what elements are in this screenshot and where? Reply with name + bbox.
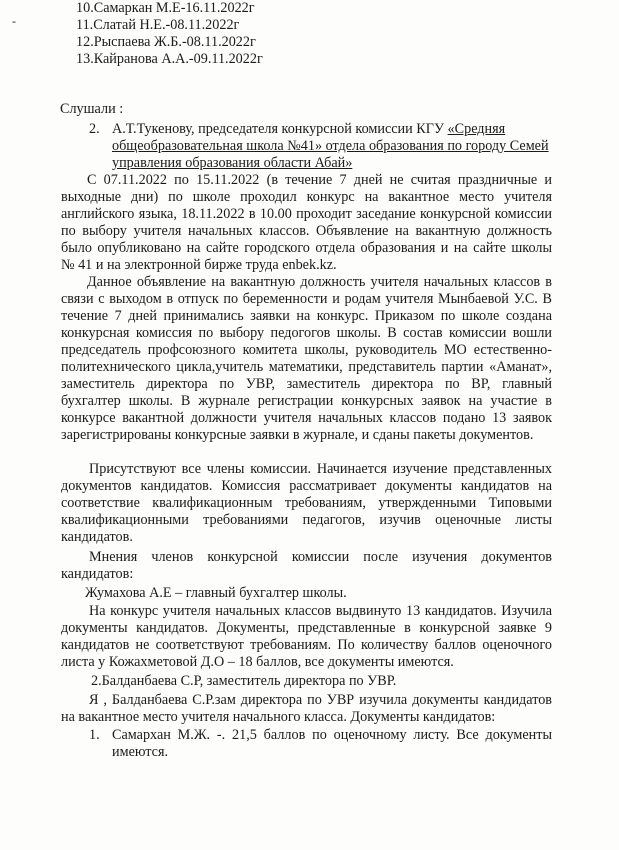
paragraph-line: конкурсе вакантной должности учителя начальных классов подано 13 заявок xyxy=(61,410,552,426)
commission-member: Жумахова А.Е – главный бухгалтер школы. xyxy=(85,585,347,601)
paragraph-line: политехнического цикла,учитель математики, представитель партии «Аманат», xyxy=(61,359,552,375)
paragraph-line: зарегистрированы конкурсные заявки в журнале, и сданы пакеты документов. xyxy=(61,427,534,443)
candidate-line: имеются. xyxy=(112,744,169,760)
school-name-link: «Средняя xyxy=(447,121,506,137)
paragraph-line: английского языка, 18.11.2022 в 10.00 проходит заседание конкурсной комиссии xyxy=(61,206,552,222)
list-item: 10.Самаркан М.Е-16.11.2022г xyxy=(76,0,255,16)
paragraph-line: на вакантное место учителя начального класса. Документы кандидатов: xyxy=(61,709,496,725)
paragraph-line: квалификационными требованиями педагогов, изучив оценочные листы xyxy=(61,512,552,528)
heard-label: Слушали : xyxy=(60,101,124,117)
item2-line1 xyxy=(112,121,505,138)
paragraph-line: заместитель директора по УВР, заместитель директора по ВР, главный xyxy=(61,376,552,392)
item2-plain: А.Т.Тукенову, председателя конкурсной комиссии КГУ xyxy=(112,121,448,137)
item2-line2: общеобразовательная школа №41» отдела образования по городу Семей xyxy=(112,138,549,154)
paragraph-line: кандидатов не соответствуют требованиям. По количеству баллов оценочного xyxy=(61,637,552,653)
list-item: 11.Слатай Н.Е.-08.11.2022г xyxy=(76,17,240,33)
candidate-line: Самархан М.Ж. -. 21,5 баллов по оценочному листу. Все документы xyxy=(112,727,552,743)
commission-member: 2.Балданбаева С.Р, заместитель директора по УВР. xyxy=(91,673,397,689)
paragraph-line: соответствие квалификационным требованиям, утвержденными Типовыми xyxy=(61,495,552,511)
paragraph-line: выходные дни) по школе проходил конкурс на вакантное место учителя xyxy=(61,189,552,205)
paragraph-line: бухгалтер школы. В журнале регистрации конкурсных заявок на участие в xyxy=(61,393,552,409)
paragraph-line: председатель профсоюзного комитета школы, руководитель МО естественно- xyxy=(61,342,552,358)
paragraph-line: было опубликовано на сайте городского отдела образования и на сайте школы xyxy=(61,240,552,256)
paragraph-line: На конкурс учителя начальных классов выдвинуто 13 кандидатов. Изучила xyxy=(89,603,552,619)
paragraph-line: кандидатов. xyxy=(61,529,133,545)
paragraph-line: С 07.11.2022 по 15.11.2022 (в течение 7 дней не считая праздничные и xyxy=(87,172,552,188)
paragraph-line: листа у Кожахметовой Д.О – 18 баллов, все документы имеются. xyxy=(61,654,454,670)
list-item: 13.Кайранова А.А.-09.11.2022г xyxy=(76,51,263,67)
paragraph-line: Я , Балданбаева С.Р.зам директора по УВР изучила документы кандидатов xyxy=(89,692,552,708)
paragraph-line: по выбору учителя начальных классов. Объявление на вакантную должность xyxy=(61,223,552,239)
paragraph-line: течение 7 дней принимались заявки на конкурс. Приказом по школе создана xyxy=(61,308,552,324)
item-number: 2. xyxy=(89,121,100,137)
paragraph-line: документы кандидатов. Документы, представленные в конкурсной заявке 9 xyxy=(61,620,552,636)
paragraph-line: связи с выходом в отпуск по беременности и родам учителя Мынбаевой У.С. В xyxy=(61,291,552,307)
paragraph-line: Мнения членов конкурсной комиссии после изучения документов xyxy=(89,549,552,565)
margin-mark: - xyxy=(12,14,16,28)
paragraph-line: № 41 и на электронной бирже труда enbek.kz. xyxy=(61,257,337,273)
paragraph-line: Данное объявление на вакантную должность учителя начальных классов в xyxy=(87,274,552,290)
item-number: 1. xyxy=(89,727,100,743)
paragraph-line: кандидатов: xyxy=(61,566,134,582)
paragraph-line: конкурсная комиссия по выбору педогогов школы. В состав комиссии вошли xyxy=(61,325,552,341)
item2-line3: управления образования области Абай» xyxy=(112,155,353,171)
paragraph-line: документов кандидатов. Комиссия рассматривает документы кандидатов на xyxy=(61,478,552,494)
list-item: 12.Рыспаева Ж.Б.-08.11.2022г xyxy=(76,34,256,50)
paragraph-line: Присутствуют все члены комиссии. Начинается изучение представленных xyxy=(89,461,552,477)
